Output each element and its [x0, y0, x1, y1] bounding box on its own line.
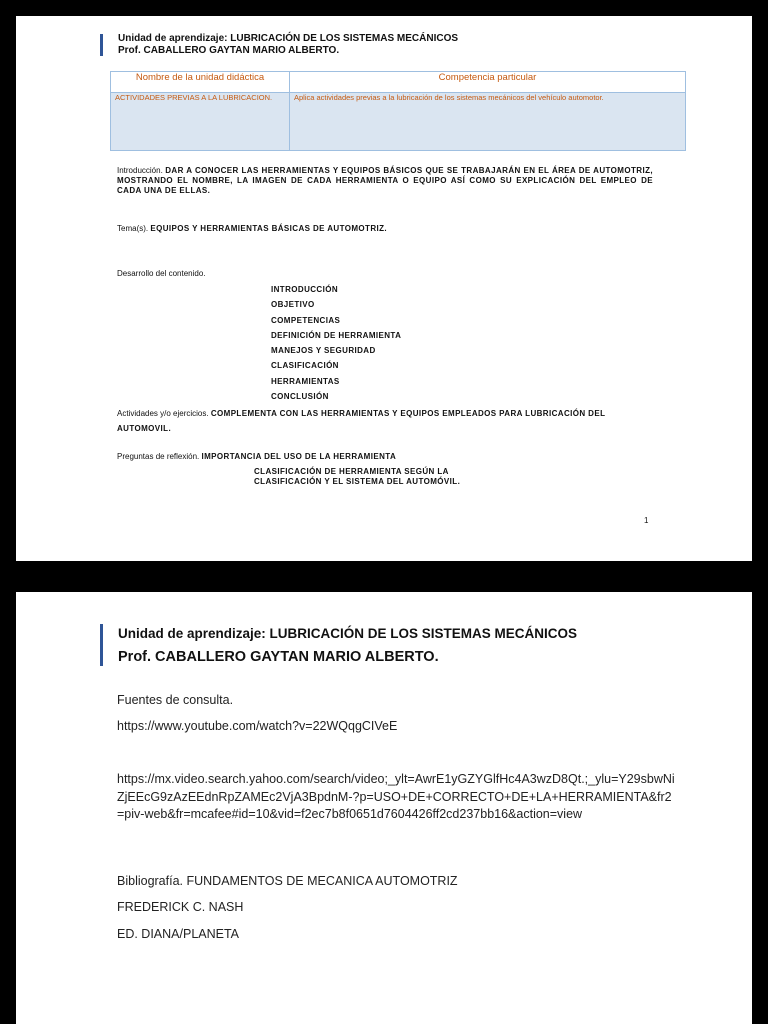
- header-accent-bar: [100, 624, 103, 666]
- content-development-label: Desarrollo del contenido.: [117, 269, 206, 278]
- introduction-text: DAR A CONOCER LAS HERRAMIENTAS Y EQUIPOS BÁSICOS QUE SE TRABAJARÁN EN EL ÁREA DE AUTOMOTRIZ, MOSTRANDO EL NOMBRE, LA IMAGEN DE CADA HERRAMIENTA O EQUIPO ASÍ COMO SU EXPLICACIÓN DEL EMPLEO DE CADA UNA DE ELLAS.: [117, 166, 653, 195]
- list-item: CLASIFICACIÓN: [271, 361, 339, 371]
- topics-label: Tema(s).: [117, 224, 151, 233]
- list-item: CONCLUSIÓN: [271, 392, 329, 402]
- reflection-questions: [117, 452, 396, 462]
- list-item: HERRAMIENTAS: [271, 376, 340, 386]
- table-cell-competence: Aplica actividades previas a la lubricación de los sistemas mecánicos del vehículo automotor.: [290, 93, 685, 150]
- reflection-questions-label: Preguntas de reflexión.: [117, 452, 202, 461]
- introduction-label: Introducción.: [117, 166, 166, 175]
- table-cell-unit-name: ACTIVIDADES PREVIAS A LA LUBRICACION.: [111, 93, 290, 150]
- content-development-list: [271, 285, 401, 407]
- professor-name: Prof. CABALLERO GAYTAN MARIO ALBERTO.: [118, 45, 340, 56]
- table-header-competence: Competencia particular: [290, 72, 685, 93]
- introduction: [117, 166, 653, 196]
- bibliography-editorial: ED. DIANA/PLANETA: [117, 927, 240, 941]
- sources-heading: Fuentes de consulta.: [117, 693, 234, 707]
- reflection-line: CLASIFICACIÓN DE HERRAMIENTA SEGÚN LA: [254, 467, 449, 476]
- list-item: MANEJOS Y SEGURIDAD: [271, 346, 376, 356]
- unit-value: LUBRICACIÓN DE LOS SISTEMAS MECÁNICOS: [269, 626, 578, 641]
- list-item: OBJETIVO: [271, 300, 315, 310]
- header-accent-bar: [100, 34, 103, 56]
- activities: [117, 406, 657, 436]
- list-item: COMPETENCIAS: [271, 315, 341, 325]
- document-page-2: [16, 592, 752, 1024]
- unit-value: LUBRICACIÓN DE LOS SISTEMAS MECÁNICOS: [230, 33, 459, 44]
- topics-text: EQUIPOS Y HERRAMIENTAS BÁSICAS DE AUTOMOTRIZ.: [150, 224, 388, 233]
- reflection-questions-text: IMPORTANCIA DEL USO DE LA HERRAMIENTA: [201, 452, 397, 461]
- table-header-unit-name: Nombre de la unidad didáctica: [111, 72, 290, 93]
- unit-label: Unidad de aprendizaje:: [118, 626, 270, 641]
- bibliography: Bibliografía. FUNDAMENTOS DE MECANICA AUTOMOTRIZ: [117, 874, 458, 888]
- reflection-line: CLASIFICACIÓN Y EL SISTEMA DEL AUTOMÓVIL.: [254, 477, 461, 486]
- unit-label: Unidad de aprendizaje:: [118, 33, 231, 44]
- source-link-yahoo[interactable]: https://mx.video.search.yahoo.com/search/video;_ylt=AwrE1yGZYGlfHc4A3wzD8Qt.;_ylu=Y29sbwNiZjEEcG9zAzEEdnRpZAMEc2VjA3BpdnM-?p=USO+DE+CORRECTO+DE+LA+HERRAMIENTA&fr2=piv-web&fr=mcafee#id=10&vid=f2ec7b8f0651d7604426ff2cd237bb16&action=view: [117, 772, 675, 821]
- content-development: [117, 269, 206, 279]
- reflection-questions-extra: [254, 467, 460, 487]
- page-number: 1: [644, 516, 649, 525]
- activities-text: COMPLEMENTA CON LAS HERRAMIENTAS Y EQUIPOS EMPLEADOS PARA LUBRICACIÓN DEL AUTOMOVIL.: [117, 409, 606, 433]
- topics: [117, 224, 387, 234]
- list-item: INTRODUCCIÓN: [271, 285, 339, 294]
- unit-table: [110, 71, 686, 151]
- unit-title: [118, 626, 577, 641]
- document-page-1: [16, 16, 752, 561]
- professor-name: Prof. CABALLERO GAYTAN MARIO ALBERTO.: [118, 649, 439, 665]
- source-link-youtube[interactable]: https://www.youtube.com/watch?v=22WQqgCIVeE: [117, 719, 398, 733]
- list-item: DEFINICIÓN DE HERRAMIENTA: [271, 330, 402, 340]
- unit-title: [118, 33, 458, 44]
- activities-label: Actividades y/o ejercicios.: [117, 409, 211, 418]
- bibliography-author: FREDERICK C. NASH: [117, 900, 244, 914]
